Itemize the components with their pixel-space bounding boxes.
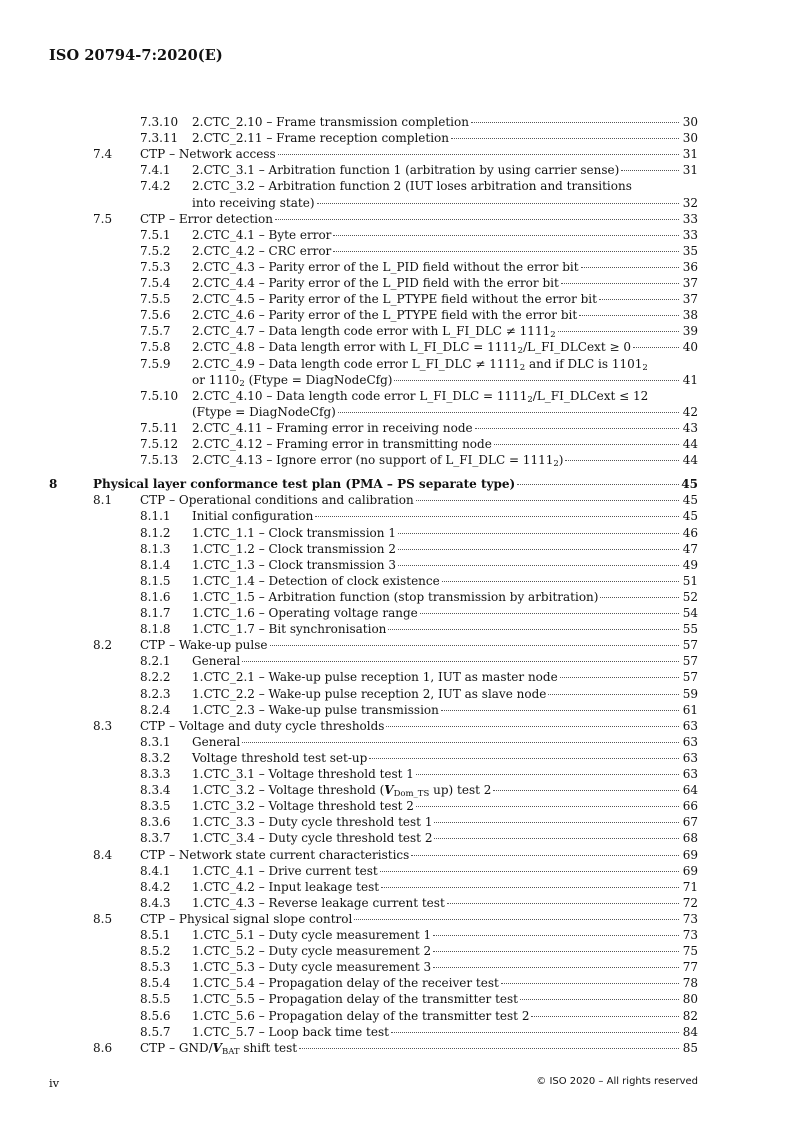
toc-entry-number: 8.4 — [93, 847, 113, 862]
toc-entry-title: 2.CTC_4.2 – CRC error — [192, 243, 681, 259]
toc-entry-number: 8.3.7 — [140, 831, 171, 846]
toc-entry-number: 7.5.9 — [140, 356, 171, 371]
toc-entry-page: 80 — [682, 992, 698, 1007]
toc-entry-page: 32 — [682, 195, 698, 210]
toc-entry[interactable] — [0, 669, 793, 685]
toc-entry-number: 7.5.11 — [140, 420, 179, 435]
toc-entry[interactable] — [0, 420, 793, 436]
toc-entry-number: 7.5.10 — [140, 388, 179, 403]
dot-leader — [315, 516, 679, 517]
toc-entry-title: 2.CTC_3.2 – Arbitration function 2 (IUT loses arbitration and transitions — [192, 179, 632, 194]
toc-entry-number: 7.5.1 — [140, 227, 171, 242]
toc-entry-number: 8.1.1 — [140, 509, 171, 524]
toc-entry-title: 2.CTC_3.1 – Arbitration function 1 (arbitration by using carrier sense) — [192, 162, 681, 178]
dot-leader — [242, 661, 679, 662]
toc-entry[interactable] — [0, 750, 793, 766]
dot-leader — [275, 219, 679, 220]
toc-entry-number: 8.6 — [93, 1040, 113, 1055]
toc-entry-page: 55 — [682, 622, 698, 637]
toc-entry-page: 69 — [682, 847, 698, 862]
toc-entry-page: 66 — [682, 799, 698, 814]
toc-entry[interactable] — [0, 452, 793, 468]
dot-leader — [416, 500, 679, 501]
page-number: iv — [49, 1076, 60, 1090]
toc-entry[interactable] — [0, 243, 793, 259]
toc-entry-page: 38 — [682, 308, 698, 323]
toc-entry-title: CTP – Physical signal slope control — [140, 911, 681, 927]
toc-entry[interactable] — [0, 146, 793, 162]
toc-entry[interactable] — [0, 573, 793, 589]
toc-entry-page: 63 — [682, 734, 698, 749]
toc-entry-title: 1.CTC_2.2 – Wake-up pulse reception 2, IUT as slave node — [192, 686, 681, 702]
toc-entry-page: 35 — [682, 243, 698, 258]
toc-entry-number: 7.5.13 — [140, 453, 179, 468]
toc-entry[interactable] — [0, 162, 793, 178]
toc-entry-page: 40 — [682, 340, 698, 355]
toc-entry-number: 7.5.3 — [140, 259, 171, 274]
toc-entry-page: 85 — [682, 1040, 698, 1055]
dot-leader — [416, 774, 679, 775]
toc-entry-number: 8.5.2 — [140, 944, 171, 959]
toc-entry[interactable] — [0, 492, 793, 508]
toc-entry-page: 37 — [682, 292, 698, 307]
dot-leader — [565, 460, 679, 461]
toc-entry[interactable] — [0, 541, 793, 557]
dot-leader — [386, 726, 679, 727]
toc-entry-number: 7.5.5 — [140, 292, 171, 307]
toc-entry-page: 44 — [682, 453, 698, 468]
toc-entry-page: 46 — [682, 525, 698, 540]
toc-entry-page: 45 — [682, 493, 698, 508]
toc-entry[interactable] — [0, 830, 793, 846]
toc-entry[interactable] — [0, 307, 793, 323]
toc-entry-title: General — [192, 734, 681, 750]
toc-entry-number: 8.1 — [93, 493, 113, 508]
dot-leader — [354, 919, 679, 920]
toc-entry[interactable] — [0, 339, 793, 355]
toc-entry[interactable] — [0, 637, 793, 653]
toc-entry[interactable] — [0, 275, 793, 291]
toc-entry-title: 1.CTC_2.3 – Wake-up pulse transmission — [192, 702, 681, 718]
toc-entry-title: CTP – Error detection — [140, 211, 681, 227]
toc-entry[interactable] — [0, 734, 793, 750]
dot-leader — [599, 299, 679, 300]
dot-leader — [451, 138, 679, 139]
toc-entry-title: 1.CTC_1.5 – Arbitration function (stop transmission by arbitration) — [192, 589, 681, 605]
toc-entry-number: 8 — [49, 477, 58, 492]
toc-entry-title: General — [192, 653, 681, 669]
toc-entry[interactable] — [0, 895, 793, 911]
dot-leader — [381, 887, 679, 888]
toc-entry[interactable] — [0, 436, 793, 452]
toc-entry[interactable] — [0, 372, 793, 388]
dot-leader — [520, 999, 679, 1000]
toc-entry-title: 1.CTC_5.2 – Duty cycle measurement 2 — [192, 943, 681, 959]
toc-entry-page: 54 — [682, 606, 698, 620]
toc-entry-number: 7.3.10 — [140, 115, 179, 129]
dot-leader — [369, 758, 679, 759]
toc-entry-number: 8.5.4 — [140, 976, 171, 991]
toc-entry-title: into receiving state) — [192, 195, 681, 211]
dot-leader — [394, 380, 679, 381]
toc-entry[interactable] — [0, 718, 793, 734]
toc-entry-number: 7.4.1 — [140, 163, 171, 178]
toc-entry[interactable] — [0, 195, 793, 211]
toc-entry-number: 8.1.4 — [140, 557, 171, 572]
toc-entry[interactable] — [0, 259, 793, 275]
toc-entry-page: 75 — [682, 944, 698, 959]
toc-entry-title: 1.CTC_3.2 – Voltage threshold ($V_{Dom\_TS}$ up) test 2 — [192, 782, 681, 798]
toc-entry-page: 43 — [682, 420, 698, 435]
dot-leader — [560, 677, 679, 678]
dot-leader — [270, 645, 680, 646]
dot-leader — [475, 428, 679, 429]
dot-leader — [434, 838, 679, 839]
toc-entry[interactable] — [0, 291, 793, 307]
toc-entry-page: 31 — [682, 147, 698, 162]
toc-entry-page: 64 — [682, 783, 698, 798]
toc-entry-number: 7.3.11 — [140, 131, 179, 146]
toc-entry-page: 51 — [682, 573, 698, 588]
toc-entry-page: 52 — [682, 589, 698, 604]
toc-entry[interactable] — [0, 178, 793, 194]
toc-entry-title: 1.CTC_1.2 – Clock transmission 2 — [192, 541, 681, 557]
toc-entry-title: 1.CTC_1.4 – Detection of clock existence — [192, 573, 681, 589]
dot-leader — [600, 597, 679, 598]
document-header: ISO 20794-7:2020(E) — [49, 47, 223, 64]
toc-entry-number: 7.4 — [93, 147, 113, 162]
toc-entry-page: 63 — [682, 767, 698, 781]
dot-leader — [242, 742, 679, 743]
toc-entry-page: 37 — [682, 276, 698, 290]
toc-entry-title: CTP – Network access — [140, 146, 681, 162]
toc-entry[interactable] — [0, 911, 793, 927]
toc-entry-number: 8.2.2 — [140, 670, 171, 685]
toc-entry-title: 2.CTC_4.9 – Data length code error L_FI_DLC ≠ $1111_2$ and if DLC is $1101_2$ — [192, 356, 648, 373]
toc-entry-number: 7.5.12 — [140, 437, 179, 451]
toc-entry-page: 61 — [682, 702, 698, 717]
dot-leader — [621, 170, 679, 171]
toc-entry-title: CTP – Operational conditions and calibration — [140, 492, 681, 508]
toc-entry[interactable] — [0, 1040, 793, 1056]
toc-entry-number: 8.4.1 — [140, 863, 171, 878]
toc-entry-number: 7.5 — [93, 211, 113, 226]
toc-entry-title: 2.CTC_4.13 – Ignore error (no support of L_FI_DLC = $1111_2$) — [192, 452, 681, 468]
dot-leader — [380, 871, 679, 872]
dot-leader — [581, 267, 679, 268]
toc-entry-title: 1.CTC_1.6 – Operating voltage range — [192, 605, 681, 621]
dot-leader — [447, 903, 679, 904]
toc-entry-page: 31 — [682, 163, 698, 178]
toc-entry-title: 1.CTC_3.3 – Duty cycle threshold test 1 — [192, 814, 681, 830]
toc-entry-title: 2.CTC_4.12 – Framing error in transmitting node — [192, 436, 681, 452]
toc-entry[interactable] — [0, 959, 793, 975]
toc-entry[interactable] — [0, 798, 793, 814]
toc-entry-title: 2.CTC_4.8 – Data length error with L_FI_DLC = $1111_2/L\_FI\_DLCext \ge 0$ — [192, 339, 681, 355]
toc-entry-title: 2.CTC_2.10 – Frame transmission completion — [192, 114, 681, 130]
toc-entry-page: 84 — [682, 1024, 698, 1039]
toc-entry-number: 7.5.2 — [140, 243, 171, 258]
toc-entry-title: 1.CTC_5.4 – Propagation delay of the receiver test — [192, 975, 681, 991]
toc-entry-title: 1.CTC_5.6 – Propagation delay of the transmitter test 2 — [192, 1008, 681, 1024]
toc-entry-page: 68 — [682, 831, 698, 846]
toc-entry[interactable] — [0, 130, 793, 146]
toc-entry-number: 8.2 — [93, 638, 113, 653]
toc-entry-title: 2.CTC_4.5 – Parity error of the L_PTYPE field without the error bit — [192, 291, 681, 307]
toc-entry-page: 69 — [682, 863, 698, 878]
toc-entry-page: 63 — [682, 750, 698, 765]
dot-leader — [517, 484, 679, 485]
dot-leader — [411, 855, 679, 856]
dot-leader — [398, 533, 679, 534]
toc-entry-number: 8.3.5 — [140, 799, 171, 814]
toc-entry-number: 8.5.3 — [140, 960, 171, 975]
dot-leader — [493, 790, 679, 791]
toc-entry[interactable] — [0, 943, 793, 959]
dot-leader — [338, 412, 679, 413]
toc-entry[interactable] — [0, 211, 793, 227]
toc-entry-number: 7.5.6 — [140, 308, 171, 323]
dot-leader — [433, 967, 679, 968]
toc-entry-title: 1.CTC_1.3 – Clock transmission 3 — [192, 557, 681, 573]
toc-entry-number: 7.5.4 — [140, 276, 171, 290]
toc-entry-number: 8.2.1 — [140, 654, 171, 669]
toc-entry-page: 41 — [682, 372, 698, 387]
dot-leader — [299, 1048, 679, 1049]
toc-entry[interactable] — [0, 356, 793, 372]
toc-entry-page: 30 — [682, 131, 698, 146]
toc-entry-title: 2.CTC_4.3 – Parity error of the L_PID field without the error bit — [192, 259, 681, 275]
toc-entry[interactable] — [0, 766, 793, 782]
dot-leader — [391, 1032, 679, 1033]
dot-leader — [398, 549, 679, 550]
dot-leader — [548, 694, 679, 695]
toc-entry-title: 1.CTC_5.5 – Propagation delay of the transmitter test — [192, 991, 681, 1007]
toc-entry-number: 8.4.2 — [140, 879, 171, 894]
toc-entry-number: 8.3 — [93, 718, 113, 733]
toc-entry-page: 63 — [682, 718, 698, 733]
toc-entry-number: 8.5 — [93, 911, 113, 926]
dot-leader — [433, 951, 679, 952]
toc-entry[interactable] — [0, 621, 793, 637]
dot-leader — [633, 347, 679, 348]
toc-entry-title: 2.CTC_4.1 – Byte error — [192, 227, 681, 243]
toc-entry-page: 82 — [682, 1008, 698, 1023]
dot-leader — [561, 283, 679, 284]
toc-entry-page: 33 — [682, 227, 698, 242]
toc-entry-number: 8.1.6 — [140, 589, 171, 604]
toc-entry[interactable] — [0, 814, 793, 830]
toc-entry-number: 8.2.3 — [140, 686, 171, 701]
dot-leader — [388, 629, 679, 630]
copyright-notice: © ISO 2020 – All rights reserved — [536, 1076, 698, 1087]
dot-leader — [434, 822, 679, 823]
toc-entry-number: 8.5.6 — [140, 1008, 171, 1023]
toc-entry-page: 72 — [682, 895, 698, 910]
toc-entry-title: 2.CTC_4.7 – Data length code error with L_FI_DLC ≠ $1111_2$ — [192, 323, 681, 339]
toc-entry-title: 2.CTC_4.4 – Parity error of the L_PID field with the error bit — [192, 275, 681, 291]
toc-entry-title: Physical layer conformance test plan (PMA – PS separate type) — [93, 476, 681, 492]
toc-entry-number: 7.4.2 — [140, 179, 171, 194]
dot-leader — [501, 983, 679, 984]
toc-entry-page: 39 — [682, 324, 698, 339]
toc-entry-title: 2.CTC_4.6 – Parity error of the L_PTYPE field with the error bit — [192, 307, 681, 323]
dot-leader — [398, 565, 679, 566]
toc-entry[interactable] — [0, 653, 793, 669]
toc-entry-number: 7.5.7 — [140, 324, 171, 339]
toc-entry-title: 1.CTC_5.3 – Duty cycle measurement 3 — [192, 959, 681, 975]
toc-entry[interactable] — [0, 605, 793, 621]
toc-entry-title: 1.CTC_4.3 – Reverse leakage current test — [192, 895, 681, 911]
dot-leader — [420, 613, 679, 614]
toc-entry-page: 78 — [682, 976, 698, 991]
toc-entry[interactable] — [0, 702, 793, 718]
toc-entry-page: 47 — [682, 541, 698, 556]
toc-entry[interactable] — [0, 388, 793, 404]
toc-entry-title: CTP – Wake-up pulse — [140, 637, 681, 653]
toc-entry-page: 33 — [682, 211, 698, 226]
toc-entry-number: 8.4.3 — [140, 895, 171, 910]
toc-entry-page: 73 — [682, 928, 698, 942]
toc-entry-number: 8.3.3 — [140, 767, 171, 781]
toc-entry-title: 1.CTC_3.4 – Duty cycle threshold test 2 — [192, 830, 681, 846]
toc-entry-title: 1.CTC_1.7 – Bit synchronisation — [192, 621, 681, 637]
toc-entry-page: 73 — [682, 911, 698, 926]
toc-entry[interactable] — [0, 114, 793, 130]
toc-entry[interactable] — [0, 404, 793, 420]
toc-entry-number: 8.2.4 — [140, 702, 171, 717]
dot-leader — [433, 935, 679, 936]
toc-entry-number: 8.1.5 — [140, 573, 171, 588]
toc-entry-title: Voltage threshold test set-up — [192, 750, 681, 766]
toc-entry-title: 1.CTC_3.1 – Voltage threshold test 1 — [192, 766, 681, 782]
toc-entry-page: 45 — [681, 477, 698, 492]
toc-entry-title: 1.CTC_5.7 – Loop back time test — [192, 1024, 681, 1040]
dot-leader — [317, 203, 679, 204]
toc-entry-title: 1.CTC_5.1 – Duty cycle measurement 1 — [192, 927, 681, 943]
dot-leader — [416, 806, 679, 807]
dot-leader — [494, 444, 679, 445]
toc-entry-title: 1.CTC_3.2 – Voltage threshold test 2 — [192, 798, 681, 814]
toc-entry-page: 44 — [682, 437, 698, 451]
toc-entry-page: 57 — [682, 670, 698, 685]
toc-entry-title: (Ftype = DiagNodeCfg) — [192, 404, 681, 420]
toc-entry-title: 2.CTC_4.10 – Data length code error L_FI_DLC = $1111_2/L\_FI\_DLCext \le 12$ — [192, 388, 649, 405]
toc-entry[interactable] — [0, 525, 793, 541]
toc-entry-number: 8.1.8 — [140, 622, 171, 637]
toc-entry[interactable] — [0, 323, 793, 339]
toc-entry-title: Initial configuration — [192, 508, 681, 524]
toc-entry[interactable] — [0, 557, 793, 573]
toc-entry-page: 36 — [682, 259, 698, 274]
dot-leader — [333, 235, 679, 236]
toc-entry-number: 8.1.7 — [140, 606, 171, 620]
toc-entry-page: 67 — [682, 815, 698, 830]
toc-entry-title: 1.CTC_4.2 – Input leakage test — [192, 879, 681, 895]
toc-entry[interactable] — [0, 1008, 793, 1024]
dot-leader — [579, 315, 679, 316]
toc-entry-number: 8.5.5 — [140, 992, 171, 1007]
toc-entry-number: 8.1.3 — [140, 541, 171, 556]
toc-entry[interactable] — [0, 686, 793, 702]
dot-leader — [531, 1016, 679, 1017]
toc-entry-title: 1.CTC_1.1 – Clock transmission 1 — [192, 525, 681, 541]
toc-entry-page: 59 — [682, 686, 698, 701]
toc-entry-number: 8.5.1 — [140, 928, 171, 942]
toc-entry-page: 49 — [682, 557, 698, 572]
dot-leader — [333, 251, 679, 252]
toc-entry[interactable] — [0, 227, 793, 243]
toc-entry-title: CTP – Voltage and duty cycle thresholds — [140, 718, 681, 734]
toc-entry-number: 8.1.2 — [140, 525, 171, 540]
toc-entry-title: CTP – GND/$V_{BAT}$ shift test — [140, 1040, 681, 1056]
toc-entry[interactable] — [0, 975, 793, 991]
toc-entry-title: 1.CTC_4.1 – Drive current test — [192, 863, 681, 879]
toc-entry[interactable] — [0, 589, 793, 605]
toc-entry-page: 57 — [682, 638, 698, 653]
toc-entry-number: 8.3.2 — [140, 750, 171, 765]
toc-entry-number: 8.3.1 — [140, 734, 171, 749]
dot-leader — [441, 710, 679, 711]
toc-entry-number: 7.5.8 — [140, 340, 171, 355]
toc-entry-title: CTP – Network state current characteristics — [140, 847, 681, 863]
toc-entry-number: 8.3.4 — [140, 783, 171, 798]
toc-entry-page: 30 — [682, 115, 698, 129]
toc-entry[interactable] — [0, 476, 793, 492]
toc-entry-page: 77 — [682, 960, 698, 975]
toc-entry[interactable] — [0, 508, 793, 524]
toc-entry-title: 2.CTC_4.11 – Framing error in receiving node — [192, 420, 681, 436]
toc-entry-page: 71 — [682, 879, 698, 894]
toc-entry-title: or $1110_2$ (Ftype = DiagNodeCfg) — [192, 372, 681, 388]
toc-entry-title: 1.CTC_2.1 – Wake-up pulse reception 1, IUT as master node — [192, 669, 681, 685]
toc-entry[interactable] — [0, 782, 793, 798]
dot-leader — [278, 154, 679, 155]
toc-entry[interactable] — [0, 847, 793, 863]
toc-entry-title: 2.CTC_2.11 – Frame reception completion — [192, 130, 681, 146]
toc-entry[interactable] — [0, 927, 793, 943]
toc-entry-number: 8.3.6 — [140, 815, 171, 830]
toc-entry-number: 8.5.7 — [140, 1024, 171, 1039]
toc-entry[interactable] — [0, 863, 793, 879]
toc-entry-page: 42 — [682, 404, 698, 419]
toc-entry[interactable] — [0, 991, 793, 1007]
toc-entry-page: 57 — [682, 654, 698, 669]
toc-entry[interactable] — [0, 879, 793, 895]
toc-entry-page: 45 — [682, 509, 698, 524]
dot-leader — [471, 122, 679, 123]
dot-leader — [558, 331, 679, 332]
dot-leader — [442, 581, 679, 582]
toc-entry[interactable] — [0, 1024, 793, 1040]
